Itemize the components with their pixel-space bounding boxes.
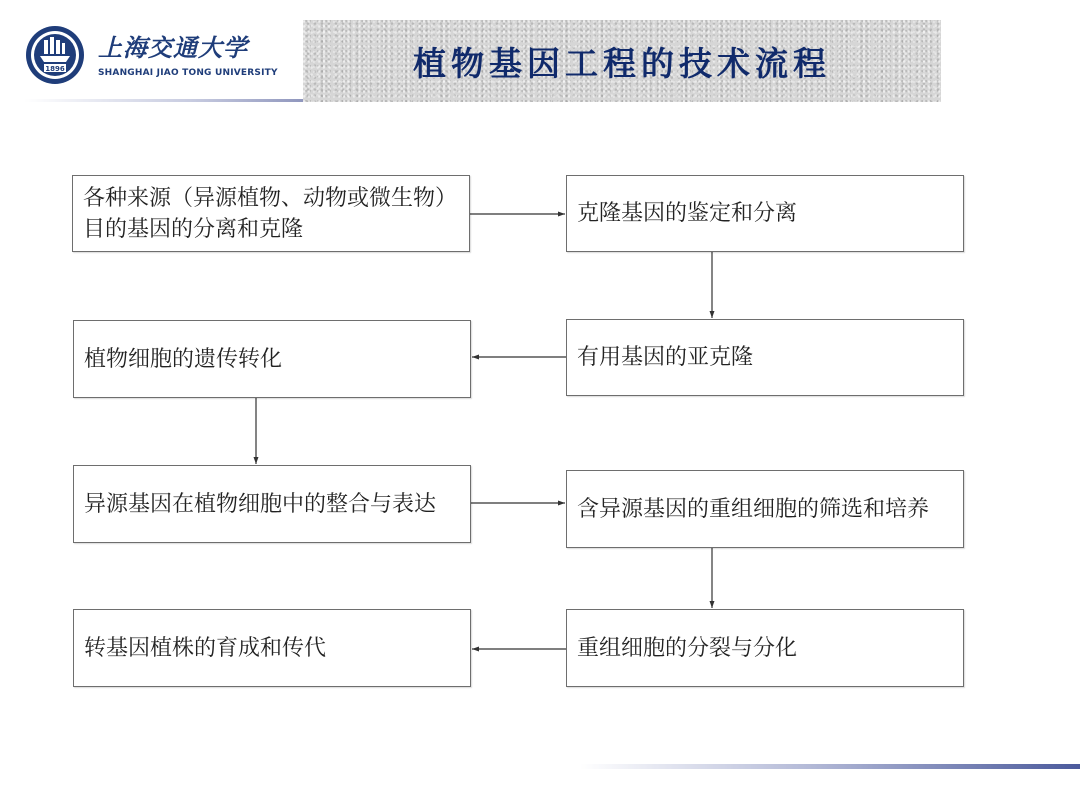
flow-step-gene-identification: 克隆基因的鉴定和分离	[566, 175, 964, 252]
flow-step-gene-isolation: 各种来源（异源植物、动物或微生物）目的基因的分离和克隆	[72, 175, 470, 252]
flow-step-screening-culture: 含异源基因的重组细胞的筛选和培养	[566, 470, 964, 548]
flow-step-division-differentiation: 重组细胞的分裂与分化	[566, 609, 964, 687]
seal-year: 1896	[45, 65, 65, 73]
flow-step-plant-regeneration: 转基因植株的育成和传代	[73, 609, 471, 687]
flow-step-subcloning: 有用基因的亚克隆	[566, 319, 964, 396]
university-name-cn: 上海交通大学	[98, 33, 248, 62]
page-title: 植物基因工程的技术流程	[413, 43, 831, 83]
flow-step-integration-expression: 异源基因在植物细胞中的整合与表达	[73, 465, 471, 543]
flow-step-transformation: 植物细胞的遗传转化	[73, 320, 471, 398]
university-name-en: SHANGHAI JIAO TONG UNIVERSITY	[98, 68, 278, 78]
footer-divider	[580, 764, 1080, 769]
